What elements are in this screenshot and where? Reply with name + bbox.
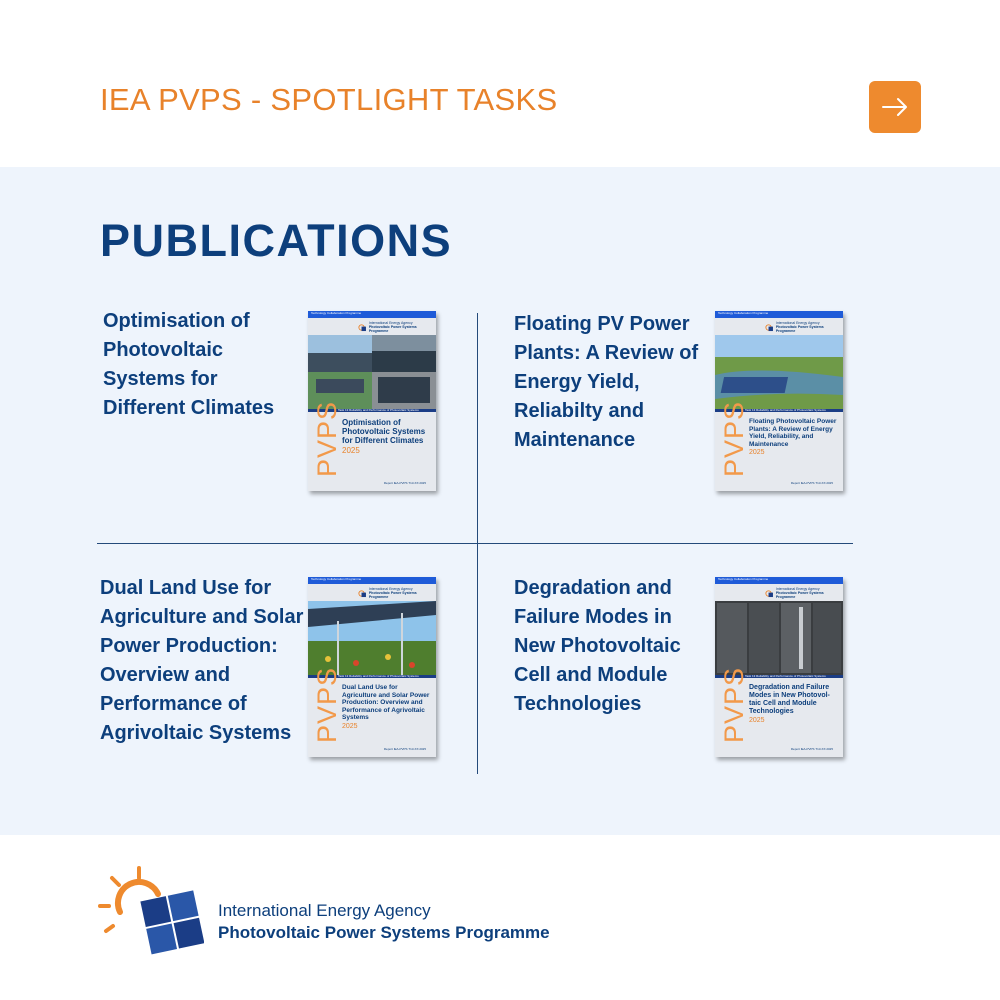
- grid-divider-horizontal: [97, 543, 853, 544]
- publication-title-3[interactable]: Dual Land Use for Agriculture and Solar Power Production: Overview and Performance of Agrivoltaic Systems: [100, 577, 304, 744]
- publication-title-4[interactable]: Degradation and Failure Modes in New Photovoltaic Cell and Module Technologies: [514, 577, 681, 715]
- cover-year: 2025: [749, 717, 765, 724]
- cover-title: Dual Land Use for Agriculture and Solar Power Production: Overview and Performance of Agrivoltaic Systems 2025: [342, 684, 432, 730]
- cover-top-bar: Technology Collaboration Programme: [308, 311, 436, 318]
- section-title: PUBLICATIONS: [100, 215, 453, 266]
- cover-photo-solar-collage: [308, 335, 436, 409]
- cover-year: 2025: [749, 449, 765, 456]
- cover-top-bar: Technology Collaboration Programme: [308, 577, 436, 584]
- cover-logo: International Energy Agency Photovoltaic Power Systems Programme: [358, 321, 436, 333]
- publication-cover-3[interactable]: [308, 577, 436, 757]
- publication-title-1[interactable]: Optimisation of Photovoltaic Systems for Different Climates: [103, 310, 275, 419]
- org-name-line1: International Energy Agency: [218, 901, 431, 920]
- cover-photo-degraded-modules: [715, 601, 843, 675]
- cover-task-band: Task 13 Reliability and Performance of Photovoltaic Systems: [308, 409, 436, 412]
- pvps-logo-icon: [765, 323, 774, 332]
- cover-top-bar: Technology Collaboration Programme: [715, 577, 843, 584]
- publication-cover-2[interactable]: [715, 311, 843, 491]
- cover-title: Floating Photovoltaic Power Plants: A Review of Energy Yield, Reliability, and Maintenance 2025: [749, 418, 839, 457]
- pvps-logo-icon: [765, 589, 774, 598]
- cover-report-number: Report IEA-PVPS T13-XX:2025: [790, 481, 833, 485]
- next-button[interactable]: [869, 81, 921, 133]
- page-heading: IEA PVPS - SPOTLIGHT TASKS: [100, 82, 558, 117]
- cover-title: Degradation and Failure Modes in New Photovol-taic Cell and Module Technologies 2025: [749, 684, 839, 725]
- cover-pvps-label: PVPS: [719, 666, 749, 743]
- cover-pvps-label: PVPS: [312, 400, 342, 477]
- cover-title: Optimisation of Photovoltaic Systems for Different Climates 2025: [342, 418, 432, 455]
- cover-task-band: Task 13 Reliability and Performance of Photovoltaic Systems: [715, 409, 843, 412]
- arrow-right-icon: [881, 97, 909, 117]
- cover-year: 2025: [342, 446, 360, 455]
- cover-top-bar: Technology Collaboration Programme: [715, 311, 843, 318]
- publication-title-2[interactable]: Floating PV Power Plants: A Review of Energy Yield, Reliabilty and Maintenance: [514, 313, 699, 451]
- cover-year: 2025: [342, 722, 358, 730]
- cover-pvps-label: PVPS: [312, 666, 342, 743]
- publication-cover-1[interactable]: [308, 311, 436, 491]
- pvps-logo-icon: [358, 323, 367, 332]
- iea-pvps-sun-panel-logo-icon: [98, 866, 204, 962]
- cover-logo: International Energy Agency Photovoltaic Power Systems Programme: [765, 321, 843, 333]
- publication-cover-4[interactable]: [715, 577, 843, 757]
- cover-task-band: Task 13 Reliability and Performance of Photovoltaic Systems: [308, 675, 436, 678]
- org-name-line2: Photovoltaic Power Systems Programme: [218, 923, 550, 942]
- cover-photo-agrivoltaic: [308, 601, 436, 675]
- cover-pvps-label: PVPS: [719, 400, 749, 477]
- cover-logo: International Energy Agency Photovoltaic Power Systems Programme: [358, 587, 436, 599]
- header: [0, 0, 1000, 167]
- cover-photo-floating-pv: [715, 335, 843, 409]
- pvps-logo-icon: [358, 589, 367, 598]
- cover-report-number: Report IEA-PVPS T13-XX:2025: [790, 747, 833, 751]
- cover-task-band: Task 13 Reliability and Performance of Photovoltaic Systems: [715, 675, 843, 678]
- cover-logo: International Energy Agency Photovoltaic Power Systems Programme: [765, 587, 843, 599]
- cover-report-number: Report IEA-PVPS T13-XX:2025: [383, 481, 426, 485]
- cover-report-number: Report IEA-PVPS T13-XX:2025: [383, 747, 426, 751]
